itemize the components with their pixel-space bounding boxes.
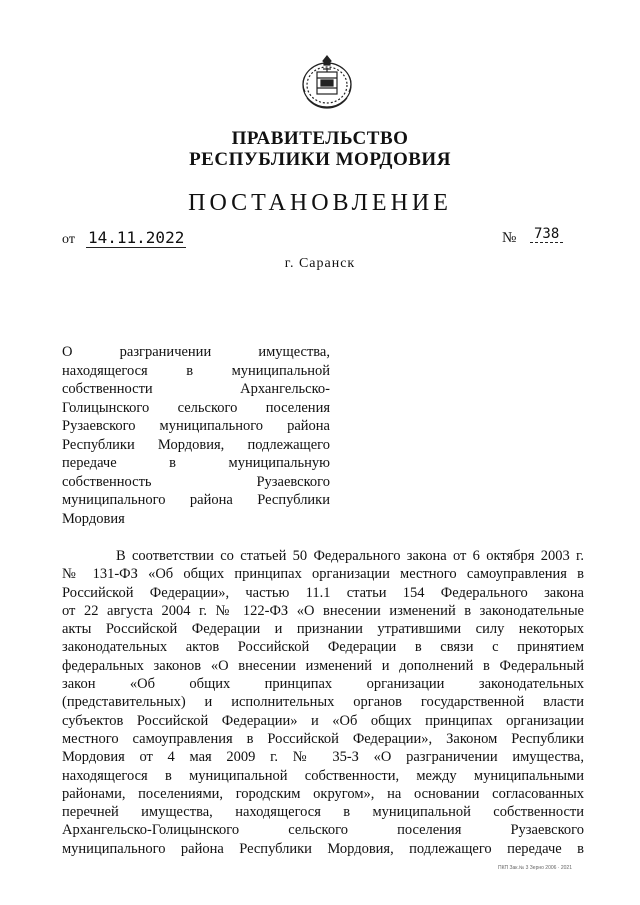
body-line: закон «Об общих принципах организации законодательных	[62, 676, 584, 693]
subject-line: передаче в муниципальную	[62, 455, 330, 471]
document-date: 14.11.2022	[88, 228, 185, 247]
subject-line: муниципального района Республики	[62, 492, 330, 508]
coat-of-arms-emblem	[295, 52, 359, 112]
subject-line: собственность Рузаевского	[62, 473, 330, 490]
body-line: акты Российской Федерации и признании утратившими силу некоторых	[62, 621, 584, 638]
body-line: (представительных) и исполнительных органов государственной власти	[62, 694, 584, 711]
subject-line: находящегося в муниципальной	[62, 362, 330, 379]
body-line: субъектов Российской Федерации» и «Об общих принципах организации	[62, 712, 584, 729]
print-footer-mark: ПКП Зак.№ 3 Зерно 2006 · 2021	[498, 865, 572, 871]
body-line: Российской Федерации», частью 11.1 статьи 154 Федерального закона	[62, 584, 584, 601]
body-line: от 22 августа 2004 г. № 122-ФЗ «О внесении изменений в законодательные	[62, 602, 584, 619]
date-prefix: от	[62, 232, 75, 247]
body-line: № 131-ФЗ «Об общих принципах организации местного самоуправления в	[62, 566, 584, 583]
city-name: г. Саранск	[284, 256, 356, 271]
date-number-row	[62, 228, 582, 252]
document-body	[62, 547, 584, 858]
subject-line: Голицынского сельского поселения	[62, 399, 330, 416]
subject-line: Рузаевского муниципального района	[62, 418, 330, 434]
body-line: муниципального района Республики Мордовия, подлежащего передаче в	[62, 840, 584, 857]
subject-line: О разграничении имущества,	[62, 344, 330, 360]
subject-line: Мордовия	[62, 510, 125, 527]
document-subject	[62, 343, 330, 528]
body-line: Архангельско-Голицынского сельского поселения Рузаевского	[62, 822, 584, 839]
organization-name-line1: ПРАВИТЕЛЬСТВО	[231, 128, 409, 149]
body-line: районами, поселениями, городским округом», на основании согласованных	[62, 785, 584, 802]
body-line: В соответствии со статьей 50 Федерального закона от 6 октября 2003 г.	[116, 548, 584, 564]
body-line: законодательных актов Российской Федерации в связи с принятием	[62, 639, 584, 656]
body-line: местного самоуправления в Российской Федерации», Законом Республики	[62, 730, 584, 747]
body-line: находящегося в муниципальной собственности, между муниципальными	[62, 767, 584, 784]
organization-name-line2: РЕСПУБЛИКИ МОРДОВИЯ	[189, 149, 451, 170]
body-line: федеральных законов «О внесении изменений и дополнений в Федеральный	[62, 657, 584, 674]
subject-line: собственности Архангельско-	[62, 381, 330, 397]
document-number: 738	[530, 226, 563, 243]
number-prefix: №	[502, 230, 517, 246]
body-line: перечней имущества, находящегося в муниципальной собственности	[62, 804, 584, 821]
body-line: Мордовия от 4 мая 2009 г. № 35-З «О разграничении имущества,	[62, 749, 584, 766]
subject-line: Республики Мордовия, подлежащего	[62, 436, 330, 453]
document-type-title: ПОСТАНОВЛЕНИЕ	[188, 190, 452, 216]
